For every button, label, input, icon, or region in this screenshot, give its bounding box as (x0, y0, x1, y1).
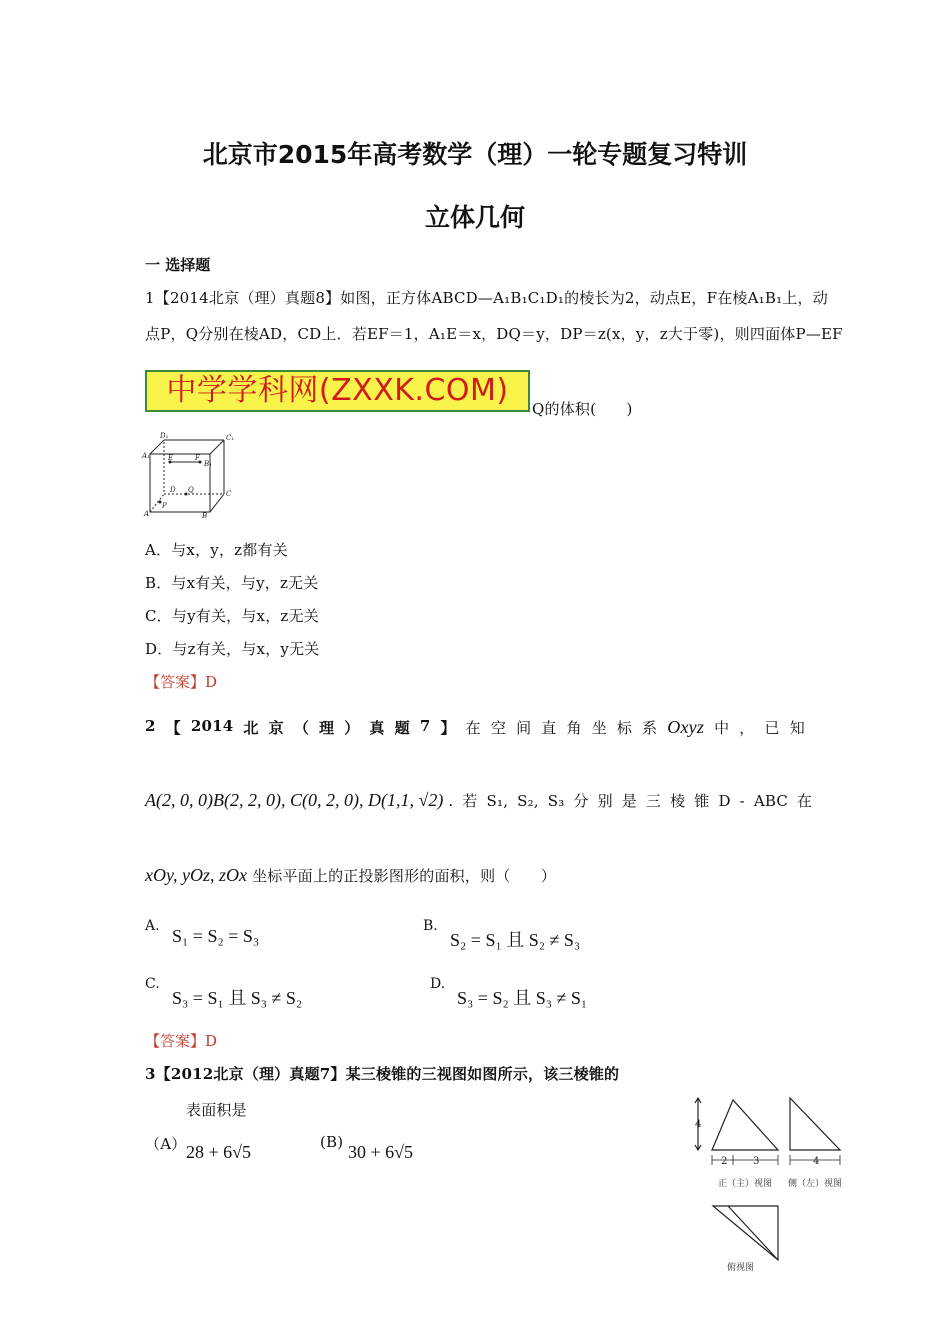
section-heading: 一 选择题 (145, 256, 211, 274)
front-dim-2: 2 (721, 1156, 728, 1167)
q2-option-b-label: B. (423, 918, 438, 934)
q2-option-a-label: A. (145, 918, 160, 934)
q2-line-2-text: . 若 S₁, S₂, S₃ 分 别 是 三 棱 锥 D - ABC 在 (448, 792, 813, 810)
q3-line-2: 表面积是 (186, 1101, 247, 1119)
q1-line-3: Q的体积( ) (532, 400, 633, 418)
q1-answer: 【答案】D (145, 673, 218, 691)
q1-option-a: A．与x，y，z都有关 (145, 541, 288, 559)
front-view-caption: 正（主）视图 (718, 1179, 773, 1189)
q2-option-c-expr: S₃ = S₁ 且 S₃ ≠ S₂ (172, 988, 303, 1008)
q1-line-2: 点P，Q分别在棱AD，CD上．若EF＝1，A₁E＝x，DQ＝y，DP＝z(x，y，z大于零)，则四面体P—EF (145, 325, 843, 343)
label-b: B (202, 512, 208, 520)
label-a1: A₁ (142, 452, 150, 460)
q2-option-b-expr: S₂ = S₁ 且 S₂ ≠ S₃ (450, 930, 581, 950)
q2-line-3-text: 坐标平面上的正投影图形的面积，则（ ） (252, 867, 557, 885)
document-title: 北京市2015年高考数学（理）一轮专题复习特训 (202, 140, 748, 169)
label-f: F (195, 454, 200, 462)
q2-answer: 【答案】D (145, 1032, 218, 1050)
label-d1: D₁ (160, 432, 169, 440)
document-subtitle: 立体几何 (424, 203, 525, 232)
q1-option-b: B．与x有关，与y，z无关 (145, 574, 319, 592)
q2-option-a-expr: S₁ = S₂ = S₃ (172, 926, 260, 946)
q3-option-b-expr: 30 + 6√5 (348, 1142, 414, 1162)
q2-line-2 (145, 790, 812, 811)
label-a: A (144, 510, 150, 518)
q3-option-a-label: （A） (145, 1135, 187, 1153)
q1-line-1: 1【2014北京（理）真题8】如图，正方体ABCD—A₁B₁C₁D₁的棱长为2，动点E，F在棱A₁B₁上，动 (145, 289, 828, 307)
q1-option-d: D．与z有关，与x，y无关 (145, 640, 320, 658)
label-p: P (162, 502, 167, 510)
height-label: 4 (695, 1119, 702, 1130)
cube-figure (140, 432, 240, 520)
label-b1: B₁ (204, 460, 212, 468)
label-c: C (226, 490, 232, 498)
label-e: E (168, 454, 174, 462)
label-d: D (170, 486, 176, 494)
q2-option-d-expr: S₃ = S₂ 且 S₃ ≠ S₁ (457, 988, 588, 1008)
label-c1: C₁ (226, 434, 235, 442)
q3-option-a-expr: 28 + 6√5 (186, 1142, 252, 1162)
q3-option-b-label: (B) (320, 1133, 344, 1151)
q2-points-expr: A(2, 0, 0)B(2, 2, 0), C(0, 2, 0), D(1,1, √2) (145, 790, 444, 810)
side-dim-4: 4 (813, 1156, 820, 1167)
q2-line-3 (145, 865, 556, 886)
q1-option-c: C．与y有关，与x，z无关 (145, 607, 319, 625)
three-view-figure (685, 1090, 855, 1275)
q3-line-1: 3【2012北京（理）真题7】某三棱锥的三视图如图所示，该三棱锥的 (145, 1065, 620, 1083)
q2-option-d-label: D. (430, 976, 446, 992)
front-dim-3: 3 (753, 1156, 760, 1167)
q2-line-1: 2 【 2014 北 京 （ 理 ） 真 题 7 】 在 空 间 直 角 坐 标 系 Oxyz 中 ， 已 知 (145, 717, 805, 737)
watermark-logo: 中学学科网(ZXXK.COM) (145, 370, 530, 412)
label-q: Q (188, 486, 194, 494)
q2-option-c-label: C. (145, 976, 160, 992)
top-view-caption: 俯视图 (727, 1263, 755, 1273)
side-view-caption: 侧（左）视图 (788, 1179, 843, 1189)
q2-planes-expr: xOy, yOz, zOx (145, 865, 247, 885)
